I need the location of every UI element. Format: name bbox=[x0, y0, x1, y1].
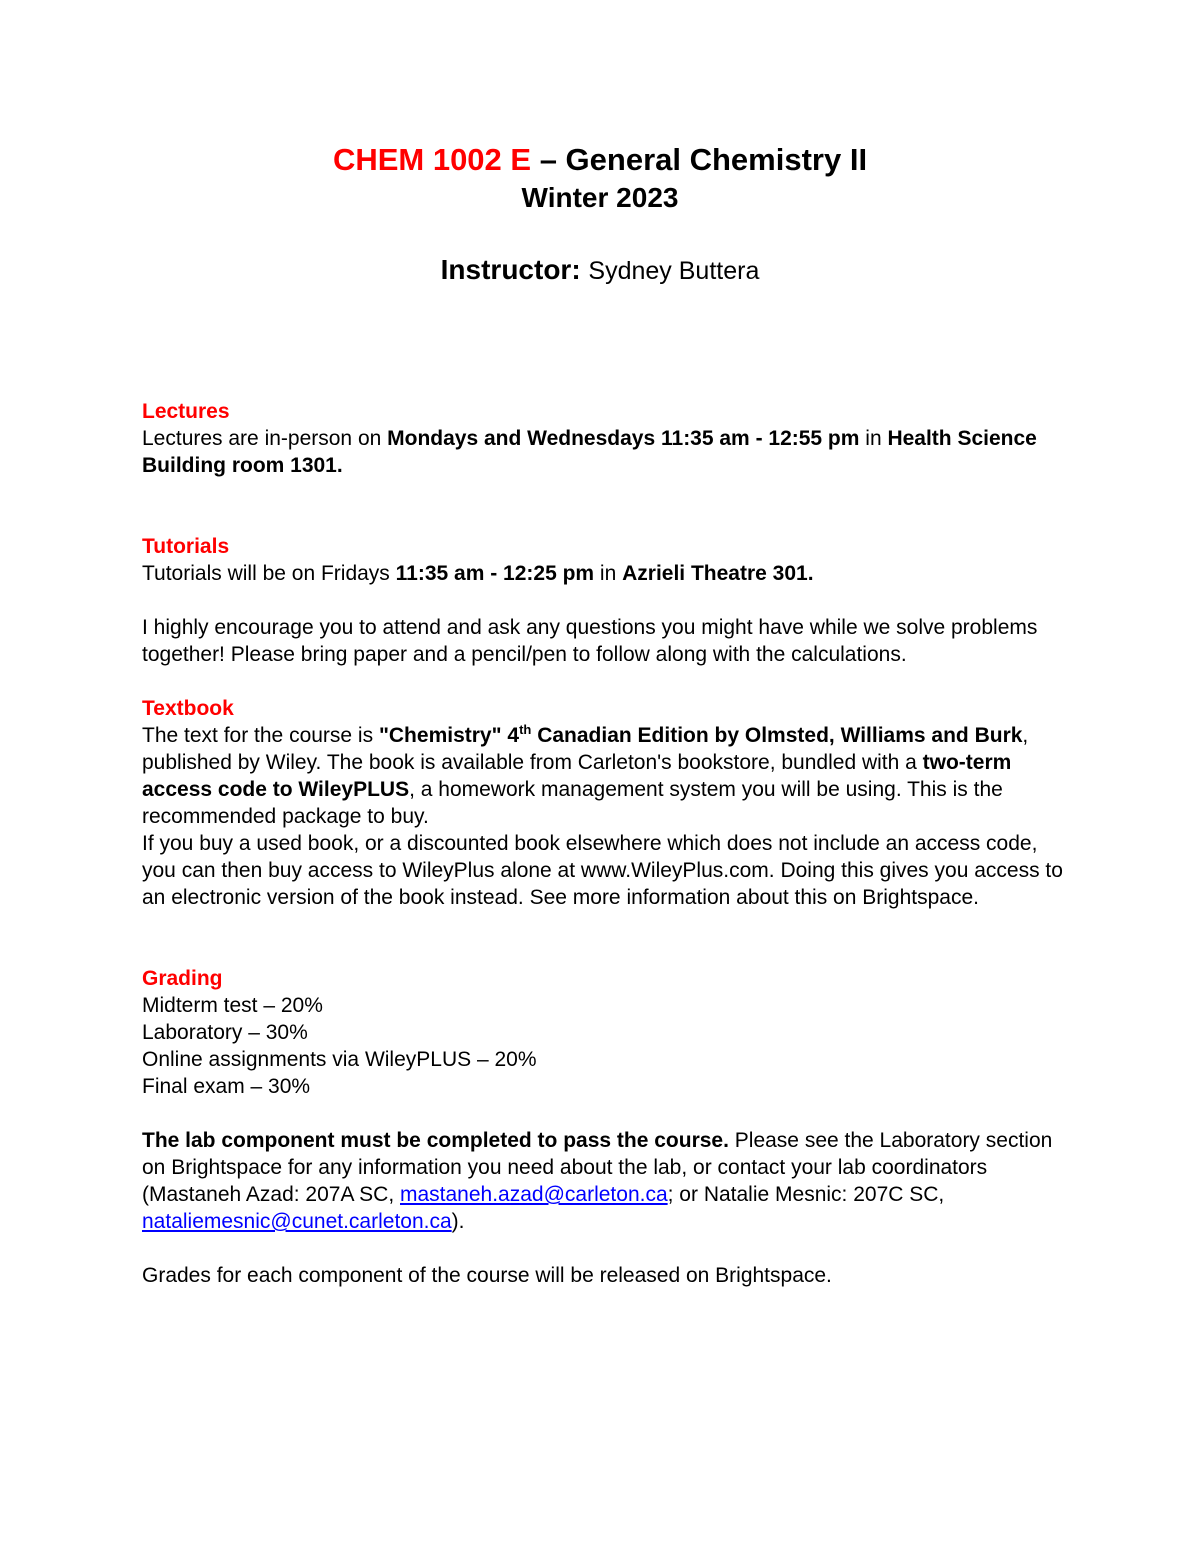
course-code: CHEM 1002 E bbox=[332, 142, 532, 177]
lectures-text-2: in bbox=[859, 427, 888, 450]
tutorials-encourage-paragraph: I highly encourage you to attend and ask any questions you might have while we solve problems together! Please bring paper and a pencil/pen to follow along with the calculations. bbox=[142, 616, 1038, 666]
textbook-text-2: , published by Wiley. The book is available from Carleton's bookstore, bundled with a bbox=[142, 724, 1029, 774]
lab-requirement-bold: The lab component must be completed to pass the course. bbox=[142, 1129, 729, 1152]
grading-item-final-exam: Final exam – 30% bbox=[142, 1075, 311, 1098]
textbook-edition-authors: Canadian Edition by Olmsted, Williams and Burk bbox=[531, 724, 1023, 747]
spacer bbox=[142, 1100, 1072, 1127]
grading-item-midterm: Midterm test – 20% bbox=[142, 994, 323, 1017]
syllabus-body bbox=[142, 398, 1072, 1289]
spacer bbox=[142, 587, 1072, 614]
textbook-paragraph bbox=[142, 722, 1072, 830]
tutorials-text-1: Tutorials will be on Fridays bbox=[142, 562, 396, 585]
tutorials-paragraph bbox=[142, 560, 1072, 587]
spacer bbox=[142, 479, 1072, 533]
textbook-text-3: , a homework management system you will be using. This is the recommended package to buy. bbox=[142, 778, 1003, 828]
lectures-schedule: Mondays and Wednesdays 11:35 am - 12:55 pm bbox=[387, 427, 860, 450]
tutorials-location: Azrieli Theatre 301. bbox=[622, 562, 814, 585]
lab-text-1: Please see the Laboratory section on Brightspace for any information you need about the lab, or contact your lab coordinators (Mastaneh Azad: 207A SC, bbox=[142, 1129, 1053, 1206]
syllabus-header bbox=[0, 140, 1200, 289]
textbook-edition-superscript: th bbox=[519, 722, 532, 737]
lab-requirement-paragraph bbox=[142, 1127, 1072, 1235]
tutorials-heading: Tutorials bbox=[142, 535, 230, 558]
textbook-heading: Textbook bbox=[142, 697, 234, 720]
course-title-separator: – bbox=[531, 142, 566, 177]
grading-heading: Grading bbox=[142, 967, 223, 990]
instructor-label: Instructor: bbox=[440, 254, 581, 285]
lectures-location: Health Science Building room 1301. bbox=[142, 427, 1037, 477]
course-title bbox=[0, 140, 1200, 180]
grading-item-laboratory: Laboratory – 30% bbox=[142, 1021, 308, 1044]
tutorials-text-2: in bbox=[594, 562, 623, 585]
grades-release-paragraph: Grades for each component of the course will be released on Brightspace. bbox=[142, 1264, 832, 1287]
lab-text-2: ; or Natalie Mesnic: 207C SC, bbox=[667, 1183, 945, 1206]
spacer bbox=[142, 911, 1072, 965]
email-link-mastaneh[interactable]: mastaneh.azad@carleton.ca bbox=[400, 1183, 668, 1206]
textbook-access-code: two-term access code to WileyPLUS bbox=[142, 751, 1012, 801]
lectures-heading: Lectures bbox=[142, 400, 230, 423]
instructor-name: Sydney Buttera bbox=[588, 257, 760, 285]
course-term: Winter 2023 bbox=[521, 182, 679, 213]
email-link-natalie[interactable]: nataliemesnic@cunet.carleton.ca bbox=[142, 1210, 452, 1233]
course-name: General Chemistry II bbox=[565, 142, 868, 177]
instructor-line bbox=[0, 252, 1200, 289]
lab-text-3: ). bbox=[451, 1210, 465, 1233]
lectures-paragraph bbox=[142, 425, 1072, 479]
textbook-title: "Chemistry" 4 bbox=[378, 724, 520, 747]
lectures-text-1: Lectures are in-person on bbox=[142, 427, 388, 450]
grading-item-online-assignments: Online assignments via WileyPLUS – 20% bbox=[142, 1048, 537, 1071]
textbook-alternative-paragraph: If you buy a used book, or a discounted book elsewhere which does not include an access code, you can then buy access to WileyPlus alone at www.WileyPlus.com. Doing this gives you access to an electronic version of the book instead. See more information about this on Brightspace. bbox=[142, 832, 1063, 909]
spacer bbox=[142, 668, 1072, 695]
textbook-text-1: The text for the course is bbox=[142, 724, 379, 747]
tutorials-schedule: 11:35 am - 12:25 pm bbox=[395, 562, 595, 585]
spacer bbox=[142, 1235, 1072, 1262]
